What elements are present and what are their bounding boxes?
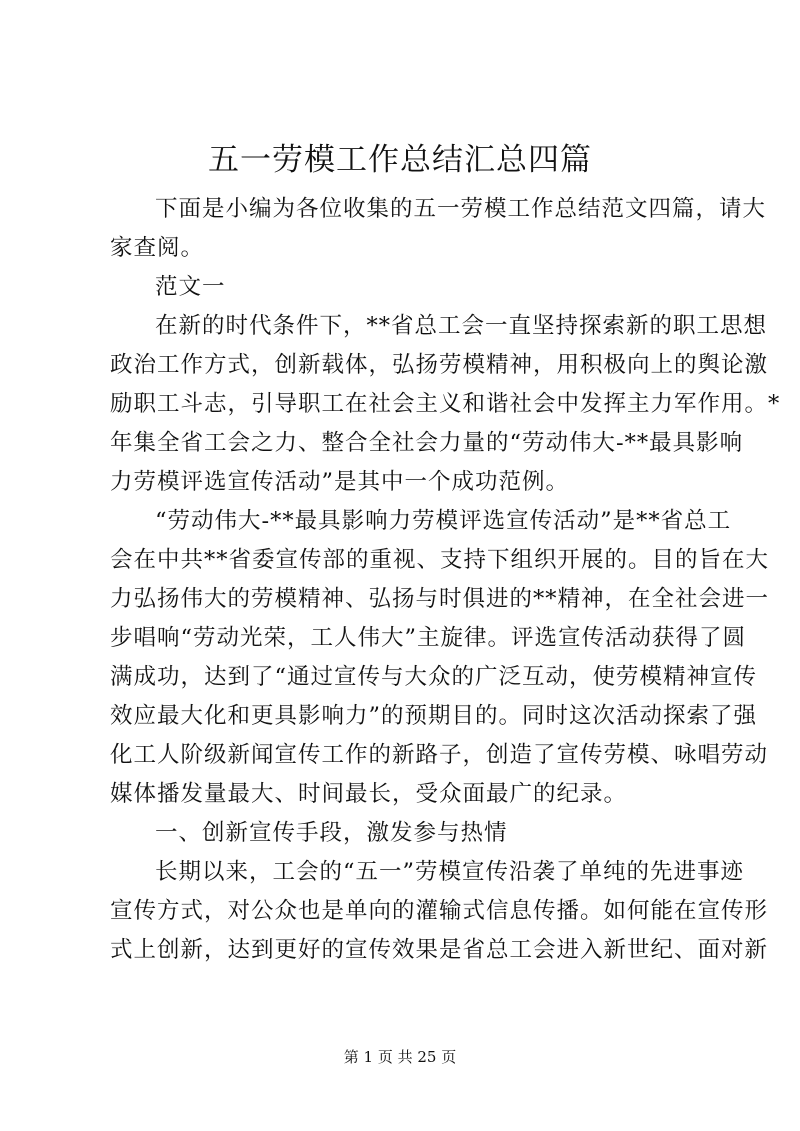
paragraph-body-3	[110, 853, 769, 970]
text-line: 长期以来，工会的“五一”劳模宣传沿袭了单纯的先进事迹	[155, 859, 745, 885]
text-line: 会在中共**省委宣传部的重视、支持下组织开展的。目的旨在大	[110, 547, 770, 573]
text-line: 宣传方式，对公众也是单向的灌输式信息传播。如何能在宣传形	[110, 898, 769, 924]
text-line: 力劳模评选宣传活动”是其中一个成功范例。	[110, 469, 570, 495]
text-line: 媒体播发量最大、时间最长，受众面最广的纪录。	[110, 781, 628, 807]
text-line: 年集全省工会之力、整合全社会力量的“劳动伟大-**最具影响	[110, 430, 744, 456]
text-line: 政治工作方式，创新载体，弘扬劳模精神，用积极向上的舆论激	[110, 352, 769, 378]
text-line: 式上创新，达到更好的宣传效果是省总工会进入新世纪、面对新	[110, 937, 769, 963]
text-line: 下面是小编为各位收集的五一劳模工作总结范文四篇，请大	[155, 196, 767, 222]
text-line: 在新的时代条件下，**省总工会一直坚持探索新的职工思想	[155, 313, 768, 339]
text-line: 力弘扬伟大的劳模精神、弘扬与时俱进的**精神，在全社会进一	[110, 586, 770, 612]
text-line: 励职工斗志，引导职工在社会主义和谐社会中发挥主力军作用。*	[110, 391, 781, 417]
text-line: 一、创新宣传手段，激发参与热情	[155, 820, 508, 846]
paragraph-intro	[110, 190, 767, 268]
paragraph-body-2	[110, 502, 770, 814]
text-line: 范文一	[155, 274, 226, 300]
document-body	[110, 190, 781, 970]
text-line: 家查阅。	[110, 235, 205, 261]
text-line: “劳动伟大-**最具影响力劳模评选宣传活动”是**省总工	[155, 508, 732, 534]
paragraph-body-1	[110, 307, 781, 502]
paragraph-section-label	[110, 268, 706, 307]
text-line: 化工人阶级新闻宣传工作的新路子，创造了宣传劳模、咏唱劳动	[110, 742, 769, 768]
page-number-footer: 第 1 页 共 25 页	[343, 1048, 457, 1066]
document-title: 五一劳模工作总结汇总四篇	[208, 142, 592, 178]
text-line: 效应最大化和更具影响力”的预期目的。同时这次活动探索了强	[110, 703, 758, 729]
text-line: 满成功，达到了“通过宣传与大众的广泛互动，使劳模精神宣传	[110, 664, 758, 690]
text-line: 步唱响“劳动光荣，工人伟大”主旋律。评选宣传活动获得了圆	[110, 625, 747, 651]
paragraph-section-heading	[110, 814, 706, 853]
